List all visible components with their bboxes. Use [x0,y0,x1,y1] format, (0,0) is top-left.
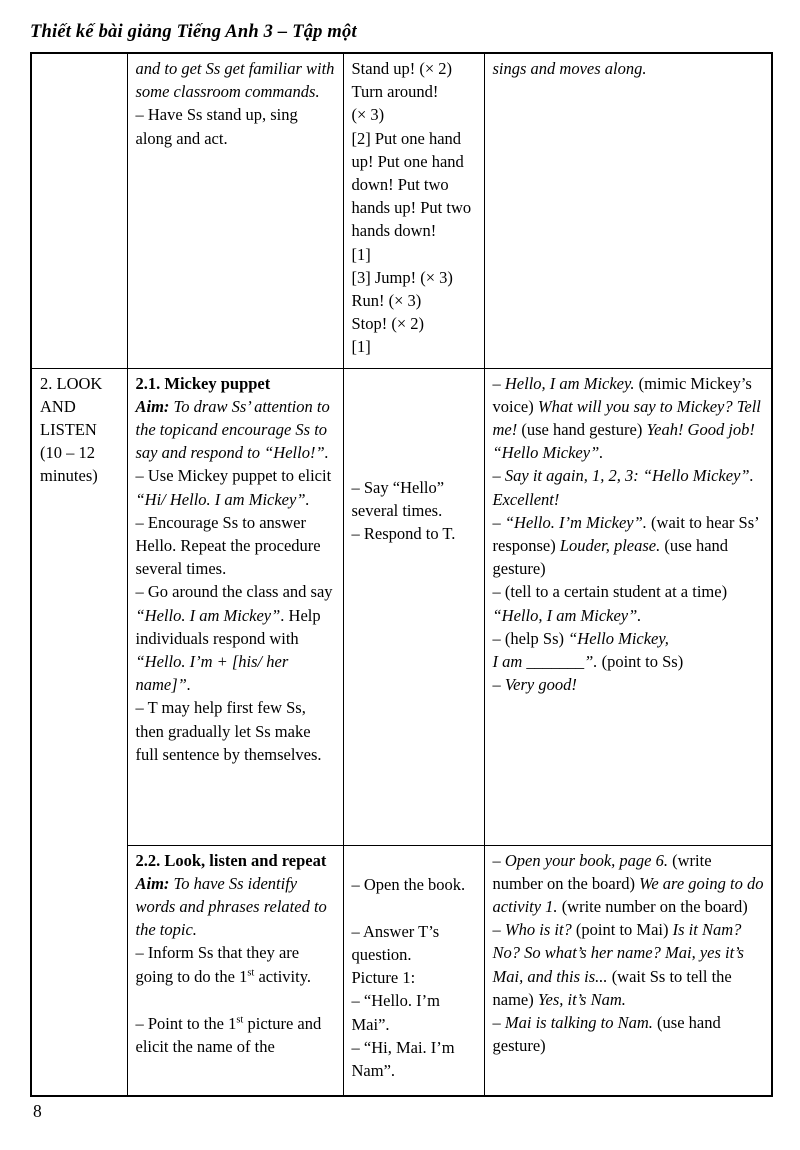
text-run: – Respond to T. [351,523,456,543]
text-run: Aim: [135,873,170,893]
text-run: What will you say to Mickey? Tell me! [492,396,761,439]
text-run: “Hello. I’m + [his/ her name]”. [135,651,289,695]
text-run: To draw Ss’ attention to the topicand encourage Ss to say and respond to “Hello!”. [135,396,330,463]
paragraph [493,673,765,696]
paragraph [352,266,477,289]
lesson-plan-table [30,52,773,1097]
text-run: Louder, please. [559,535,661,555]
text-run: 2.2. Look, listen and repeat [135,850,327,870]
text-run: (use hand gesture) [517,419,647,439]
cell-student-activity-mickey-puppet [343,368,484,845]
text-run: – Hello, I am Mickey. [492,373,635,393]
text-run: – “Hello. I’m Mickey”. [492,512,647,532]
text-run: – Point to the 1 [135,1013,237,1033]
text-run: Stand up! (× 2) [351,59,452,78]
cell-teacher-activity-warmup [127,53,343,368]
text-run: (write number on the board) [492,850,712,893]
paragraph [136,580,336,696]
cell-language-warmup [484,53,772,368]
table-row-mickey-puppet [31,368,772,845]
text-run: (use hand gesture) [492,535,729,579]
text-run: (write number on the board) [557,896,748,916]
text-run: st [247,967,255,979]
cell-language-mickey-puppet [484,368,772,845]
text-run: activity. [254,966,312,986]
text-run: To have Ss identify words and phrases related to the topic. [135,873,327,940]
text-run: I am _______”. [492,651,598,671]
paragraph [493,650,765,673]
paragraph [493,464,765,510]
cell-stage-look-and-listen [31,368,127,1096]
paragraph [352,243,477,266]
paragraph [352,966,477,989]
text-run: Stop! (× 2) [351,314,425,334]
table-row-warmup-continued [31,53,772,368]
text-run: . Help individuals respond with [135,605,321,648]
paragraph [493,849,765,919]
cell-student-activity-warmup [343,53,484,368]
text-run: Turn around! [351,82,439,102]
text-run: Yes, it’s Nam. [537,989,626,1009]
text-run: – Answer T’s question. [351,921,440,964]
text-run: (wait to hear Ss’ response) [492,512,759,555]
paragraph [493,57,765,80]
text-run: – Open the book. [351,874,466,894]
paragraph [352,873,477,896]
text-run: (point to Mai) [571,920,673,940]
text-run: – Mai is talking to Nam. [492,1012,653,1032]
text-run: sings and moves along. [492,59,647,78]
text-run: – Inform Ss that they are going to do the 1 [135,943,300,986]
text-run: Aim: [135,396,170,416]
text-run: – Who is it? [492,920,572,940]
paragraph [493,372,765,465]
paragraph [352,476,477,522]
text-run: We are going to do activity 1. [492,873,764,916]
text-run: [1] [351,244,371,264]
text-run: picture and elicit the name of the [135,1013,322,1056]
text-run: (point to Ss) [597,651,684,671]
paragraph [352,920,477,966]
text-run: Yeah! Good job! “Hello Mickey”. [492,419,755,463]
paragraph [136,395,336,465]
text-run: [1] [351,337,371,357]
paragraph [352,57,477,80]
paragraph [493,580,765,626]
cell-stage-empty [31,53,127,368]
text-run: Run! (× 3) [351,291,422,311]
paragraph [352,103,477,126]
paragraph [493,627,765,650]
paragraph [352,522,477,545]
text-run: [2] Put one hand up! Put one hand down! Put two hands up! Put two hands down! [351,128,472,241]
text-run: (use hand gesture) [492,1012,721,1056]
text-run: (wait Ss to tell the name) [492,966,732,1009]
page-number: 8 [33,1101,42,1121]
text-run: st [236,1014,244,1026]
text-run: – Very good! [492,675,577,695]
text-run: 2.1. Mickey puppet [135,373,271,393]
paragraph [493,918,765,1011]
text-run: “Hello. I am Mickey” [135,605,281,625]
paragraph [136,849,336,872]
text-run: – Use Mickey puppet to elicit [135,466,332,486]
paragraph [136,103,336,149]
paragraph [352,1036,477,1082]
text-run: – T may help first few Ss, then gradually let Ss make full sentence by themselves. [135,698,322,764]
text-run: – (help Ss) [492,628,569,648]
paragraph [136,464,336,510]
paragraph [352,989,477,1035]
paragraph [136,1012,336,1058]
text-run: 2. LOOK AND LISTEN (10 – 12 minutes) [40,373,103,486]
text-run: “Hello Mickey, [568,628,669,648]
text-run: – Open your book, page 6. [492,850,669,870]
paragraph [493,511,765,581]
text-run: – Go around the class and say [135,582,333,602]
paragraph [493,1011,765,1057]
paragraph [136,872,336,942]
cell-language-look-listen-repeat [484,845,772,1096]
text-run: – Encourage Ss to answer Hello. Repeat the procedure several times. [135,512,321,579]
text-run: – Say it again, 1, 2, 3: “Hello Mickey”. Excellent! [492,466,754,509]
paragraph [352,80,477,103]
text-run: “Hello, I am Mickey”. [492,605,642,625]
text-run: (× 3) [351,105,385,125]
cell-teacher-activity-look-listen-repeat [127,845,343,1096]
paragraph [136,511,336,581]
paragraph [136,57,336,103]
text-run: – Have Ss stand up, sing along and act. [135,105,298,148]
paragraph [136,372,336,395]
text-run: – “Hello. I’m Mai”. [351,991,440,1034]
text-run: – “Hi, Mai. I’m Nam”. [351,1037,455,1080]
text-run: Picture 1: [351,968,416,988]
paragraph [40,372,120,488]
text-run: [3] Jump! (× 3) [351,267,453,287]
text-run: – (tell to a certain student at a time) [492,582,728,602]
text-run: (mimic Mickey’s voice) [492,373,752,416]
text-run: and to get Ss get familiar with some classroom commands. [135,59,335,102]
page-header-title: Thiết kế bài giảng Tiếng Anh 3 – Tập một [30,22,357,42]
paragraph [352,289,477,312]
table-row-look-listen-repeat [31,845,772,1096]
paragraph [352,312,477,335]
cell-teacher-activity-mickey-puppet [127,368,343,845]
text-run: Is it Nam? No? So what’s her name? Mai, yes it’s Mai, and this is... [492,920,744,986]
cell-student-activity-look-listen-repeat [343,845,484,1096]
text-run: – Say “Hello” several times. [351,477,445,520]
paragraph [136,696,336,766]
paragraph [352,335,477,358]
text-run: “Hi/ Hello. I am Mickey”. [135,489,310,509]
paragraph [136,941,336,987]
paragraph [352,127,477,243]
